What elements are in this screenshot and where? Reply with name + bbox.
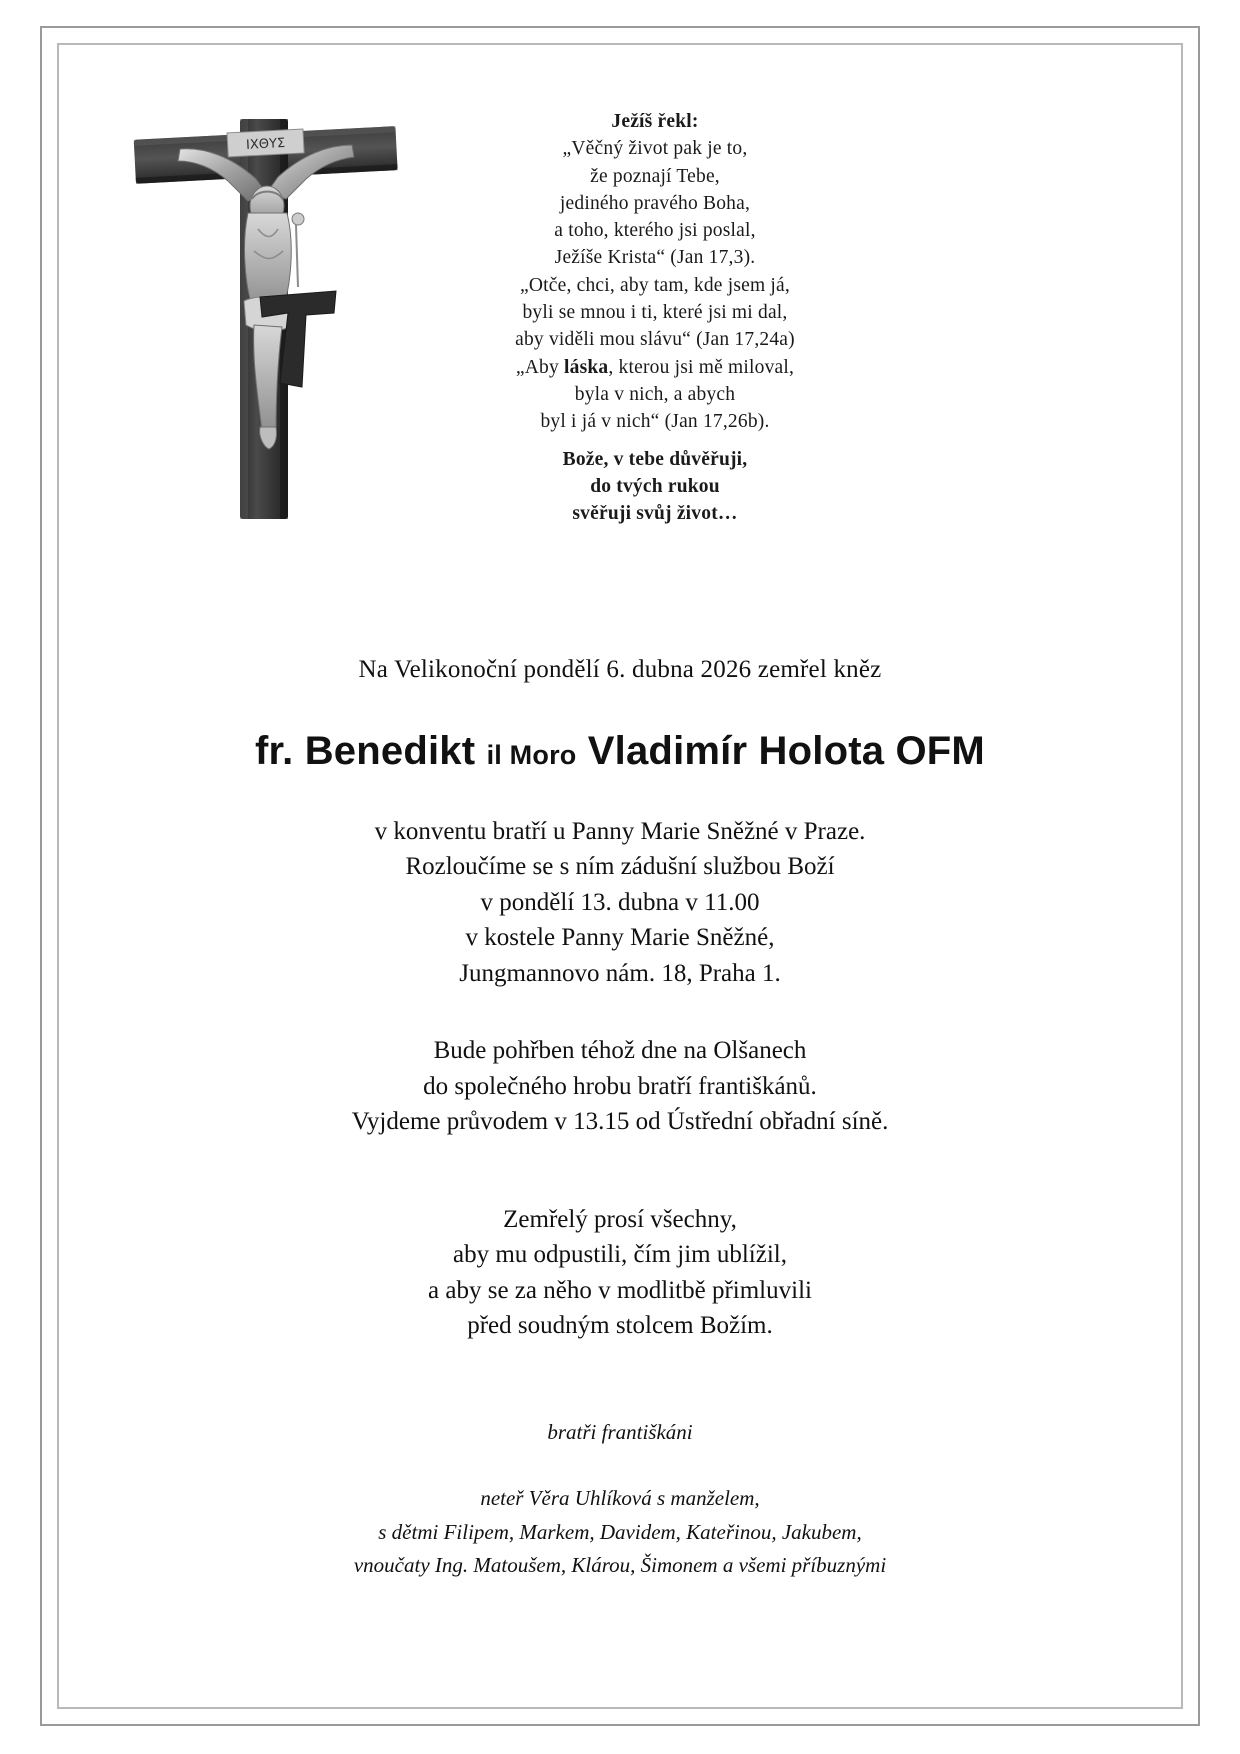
scripture-line-2: jediného pravého Boha, xyxy=(559,192,751,214)
scripture-line-1: že poznají Tebe, xyxy=(590,165,720,187)
scripture-block xyxy=(420,108,890,527)
death-intro-line: Na Velikonoční pondělí 6. dubna 2026 zemřel kněz xyxy=(358,656,882,683)
deceased-name xyxy=(60,729,1180,774)
service-line-3: v kostele Panny Marie Sněžné, xyxy=(465,924,775,951)
scripture-line-4: Ježíše Krista“ (Jan 17,3). xyxy=(554,247,756,269)
deceased-name-part2: Vladimír Holota OFM xyxy=(587,728,985,773)
scripture-spacer xyxy=(420,436,890,446)
announcement-area xyxy=(60,654,1180,1583)
titulus-inscription: IXΘYΣ xyxy=(245,135,286,153)
scripture-line-after-1: byl i já v nich“ (Jan 17,26b). xyxy=(540,411,770,433)
scripture-lead: Ježíš řekl: xyxy=(611,111,699,132)
signature-family-line-1: s dětmi Filipem, Markem, Davidem, Kateřinou, Jakubem, xyxy=(378,1519,862,1544)
scripture-closing-0: Bože, v tebe důvěřuji, xyxy=(562,448,748,470)
signature-area xyxy=(60,1416,1180,1583)
service-line-2: v pondělí 13. dubna v 11.00 xyxy=(480,888,760,916)
scripture-closing-2: svěřuji svůj život… xyxy=(572,503,738,525)
scripture-line-0: „Věčný život pak je to, xyxy=(562,138,748,160)
scripture-love-prefix: „Aby xyxy=(515,356,565,378)
plea-line-1: aby mu odpustili, čím jim ublížil, xyxy=(452,1241,787,1268)
burial-line-2: Vyjdeme průvodem v 13.15 od Ústřední obřadní síně. xyxy=(351,1108,889,1135)
crucifix-image xyxy=(120,101,410,541)
burial-line-0: Bude pohřben téhož dne na Olšanech xyxy=(433,1037,807,1064)
scripture-line-7: aby viděli mou slávu“ (Jan 17,24a) xyxy=(515,329,795,351)
signature-family xyxy=(60,1482,1180,1583)
scripture-love-word: láska xyxy=(564,356,609,378)
plea-line-3: před soudným stolcem Božím. xyxy=(467,1312,773,1339)
scripture-line-after-0: byla v nich, a abych xyxy=(574,383,736,405)
burial-details xyxy=(60,1033,1180,1140)
plea-text xyxy=(60,1202,1180,1344)
service-line-0: v konventu bratří u Panny Marie Sněžné v Praze. xyxy=(374,817,866,845)
scripture-line-3: a toho, kterého jsi poslal, xyxy=(554,220,756,242)
service-line-1: Rozloučíme se s ním zádušní službou Boží xyxy=(405,853,835,880)
signature-family-line-2: vnoučaty Ing. Matoušem, Klárou, Šimonem a všemi příbuznými xyxy=(353,1553,887,1578)
deceased-name-part1: fr. Benedikt xyxy=(255,728,476,773)
plea-line-2: a aby se za něho v modlitbě přimluvili xyxy=(428,1276,812,1304)
deceased-name-epithet: il Moro xyxy=(486,739,577,770)
service-line-4: Jungmannovo nám. 18, Praha 1. xyxy=(459,959,781,987)
signature-brothers: bratři františkáni xyxy=(547,1419,693,1444)
scripture-line-5: „Otče, chci, aby tam, kde jsem já, xyxy=(520,274,790,296)
page-content xyxy=(60,46,1180,1706)
scripture-line-6: byli se mnou i ti, které jsi mi dal, xyxy=(522,302,788,324)
scripture-love-line xyxy=(420,354,890,381)
service-details xyxy=(60,814,1180,992)
scripture-love-suffix: , kterou jsi mě miloval, xyxy=(608,356,795,378)
header-area xyxy=(60,46,1180,566)
plea-line-0: Zemřelý prosí všechny, xyxy=(503,1205,737,1233)
signature-family-line-0: neteř Věra Uhlíková s manželem, xyxy=(480,1486,760,1511)
burial-line-1: do společného hrobu bratří františkánů. xyxy=(423,1072,817,1100)
scripture-closing-1: do tvých rukou xyxy=(590,475,720,497)
